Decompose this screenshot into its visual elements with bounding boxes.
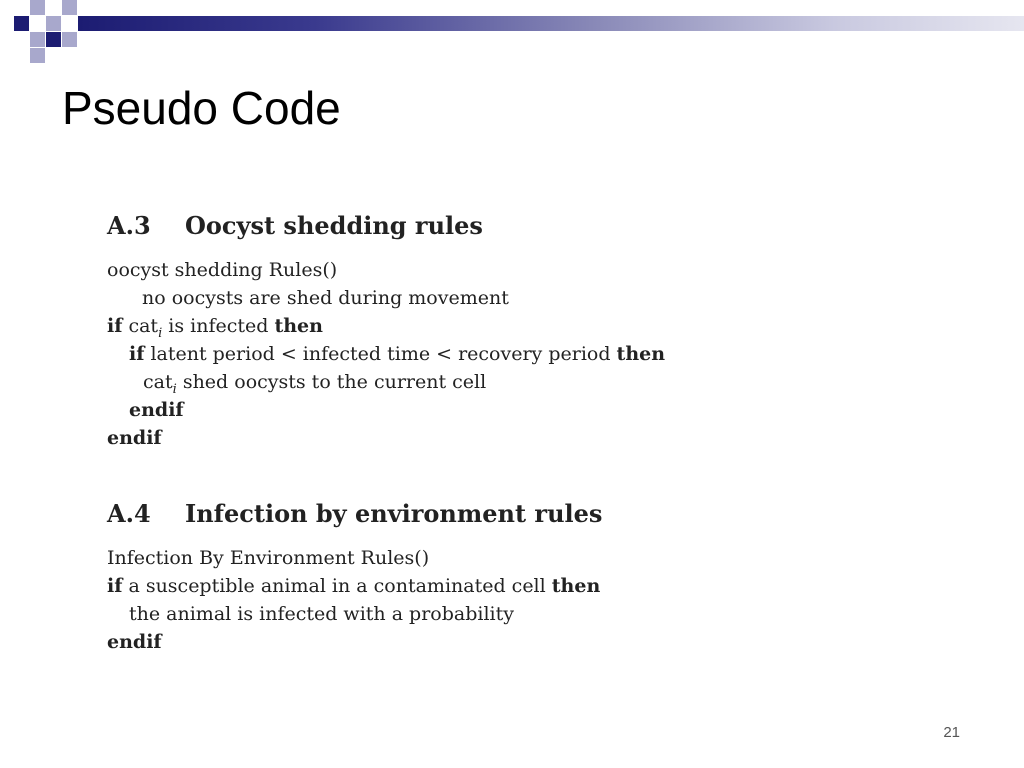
document-content <box>107 210 747 656</box>
subscript: i <box>158 325 163 341</box>
code-text: the animal is infected with a probability <box>129 603 514 625</box>
code-text: oocyst shedding Rules() <box>107 259 338 281</box>
decor-square-light <box>30 0 45 15</box>
section-title: Oocyst shedding rules <box>185 211 483 240</box>
pseudo-code-block <box>107 544 747 656</box>
code-text: shed oocysts to the current cell <box>176 371 487 393</box>
code-text: cat <box>143 371 173 393</box>
keyword-endif: endif <box>107 427 162 449</box>
keyword-if: if <box>107 575 123 597</box>
code-line <box>107 340 747 368</box>
keyword-then: then <box>551 575 601 597</box>
code-text: a susceptible animal in a contaminated cell <box>122 575 552 597</box>
pseudo-code-block <box>107 256 747 452</box>
keyword-endif: endif <box>107 631 162 653</box>
decor-square-dark <box>14 16 29 31</box>
decor-square-light <box>62 32 77 47</box>
code-line <box>107 368 747 396</box>
code-line <box>107 424 747 452</box>
slide-title: Pseudo Code <box>62 82 341 134</box>
code-line <box>107 396 747 424</box>
code-line <box>107 312 747 340</box>
section-number: A.4 <box>107 499 151 528</box>
code-text: no oocysts are shed during movement <box>142 287 509 309</box>
decor-square-light <box>62 0 77 15</box>
keyword-if: if <box>129 343 145 365</box>
code-line <box>107 544 747 572</box>
header-decoration <box>0 0 1024 70</box>
section-title: Infection by environment rules <box>185 499 603 528</box>
code-text: Infection By Environment Rules() <box>107 547 430 569</box>
section-heading <box>107 210 747 242</box>
code-text: is infected <box>162 315 275 337</box>
code-line <box>107 600 747 628</box>
code-line <box>107 572 747 600</box>
section-infection-by-environment <box>107 498 747 656</box>
header-gradient-bar <box>78 16 1024 31</box>
code-line <box>107 628 747 656</box>
decor-square-light <box>46 16 61 31</box>
keyword-endif: endif <box>129 399 184 421</box>
section-heading <box>107 498 747 530</box>
section-number: A.3 <box>107 211 151 240</box>
keyword-then: then <box>274 315 323 337</box>
decor-square-light <box>30 32 45 47</box>
code-line <box>107 284 747 312</box>
decor-square-light <box>30 48 45 63</box>
code-line <box>107 256 747 284</box>
keyword-if: if <box>107 315 123 337</box>
section-oocyst-shedding <box>107 210 747 452</box>
subscript: i <box>172 381 177 397</box>
code-text: cat <box>128 315 159 337</box>
page-number: 21 <box>943 724 960 741</box>
code-text: latent period < infected time < recovery period <box>144 343 617 365</box>
decor-square-dark <box>46 32 61 47</box>
keyword-then: then <box>616 343 666 365</box>
